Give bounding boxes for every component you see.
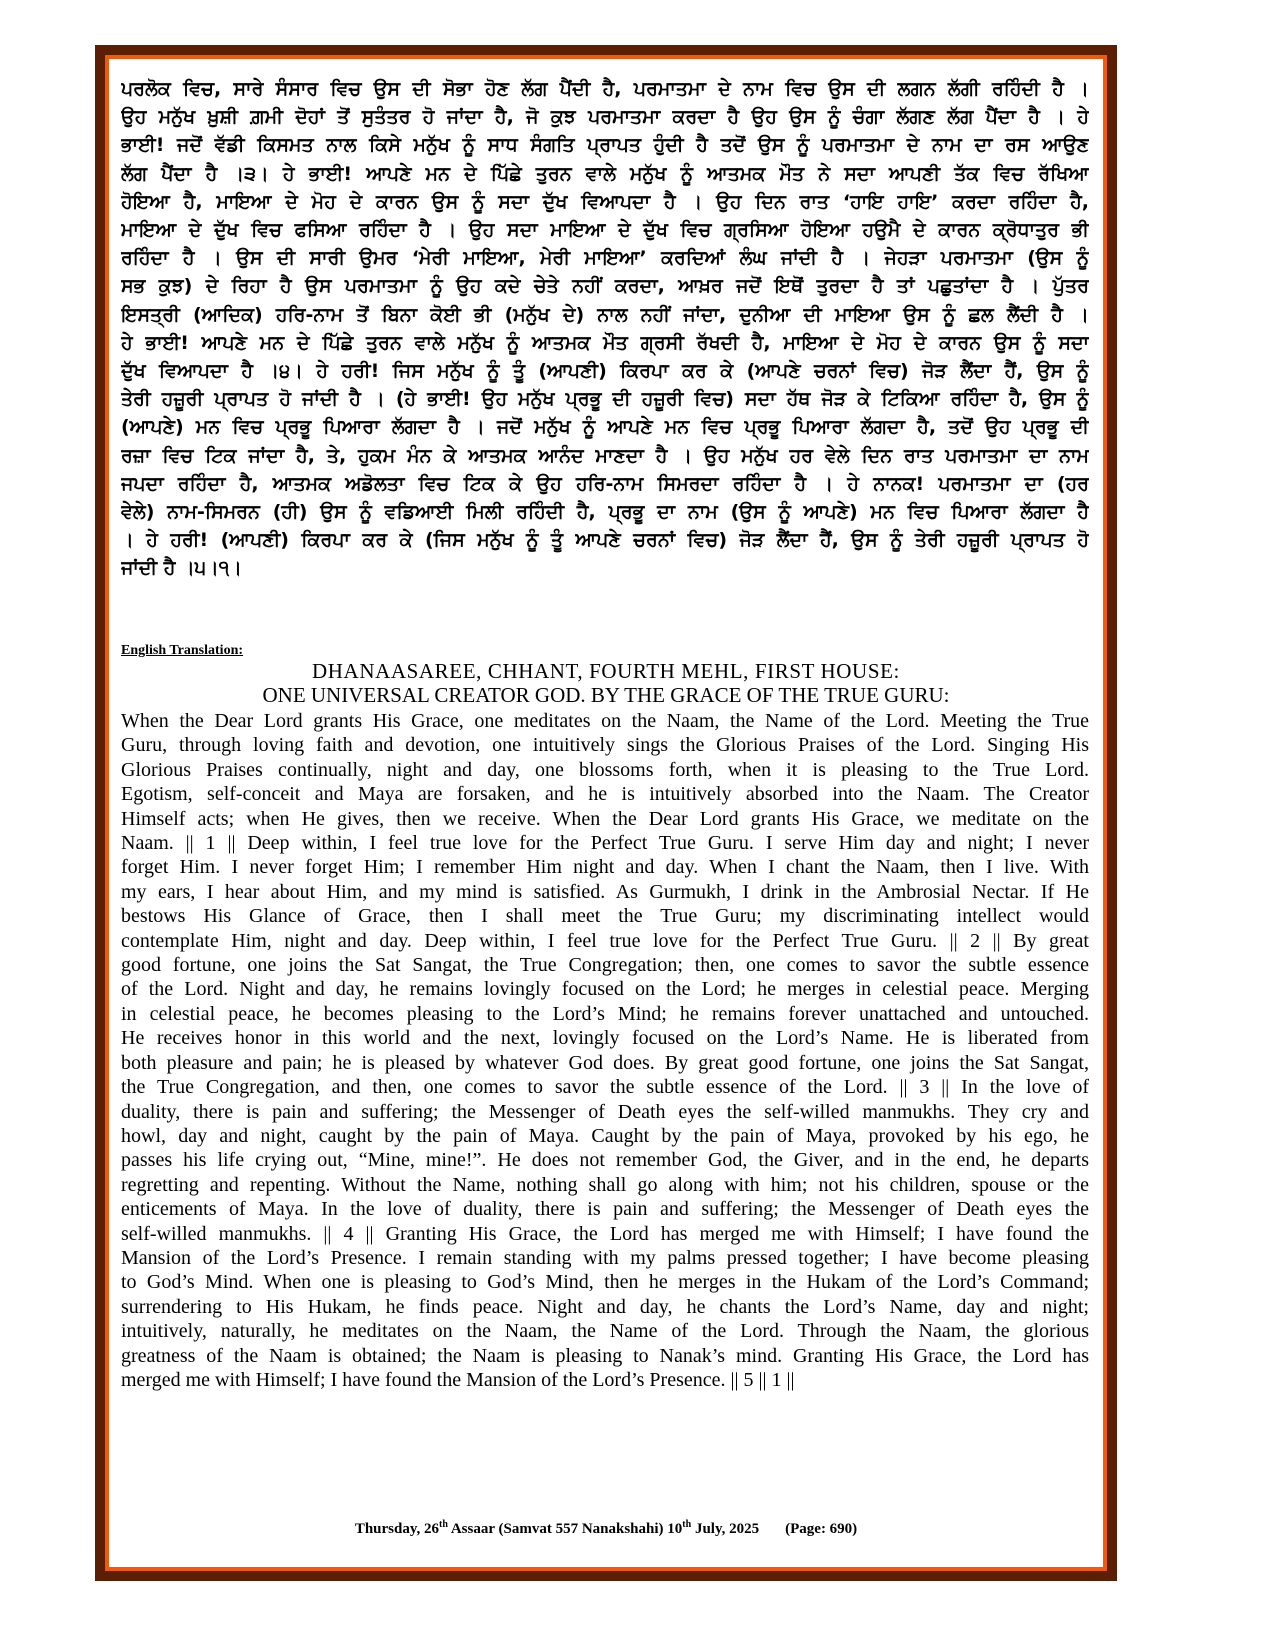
english-line: my ears, I hear about Him, and my mind is satisfied. As Gurmukh, I drink in the Ambrosial Nectar. If He — [121, 880, 1089, 903]
punjabi-line: ਮਾਇਆ ਦੇ ਦੁੱਖ ਵਿਚ ਫਸਿਆ ਰਹਿੰਦਾ ਹੈ । ਉਹ ਸਦਾ ਮਾਇਆ ਦੇ ਦੁੱਖ ਵਿਚ ਗ੍ਰਸਿਆ ਹੋਇਆ ਹਉਮੈ ਦੇ ਕਾਰਨ ਕ੍ਰੋਧਾਤੁਰ ਭੀ — [121, 219, 1089, 242]
punjabi-line: ਵੇਲੇ) ਨਾਮ-ਸਿਮਰਨ (ਹੀ) ਉਸ ਨੂੰ ਵਡਿਆਈ ਮਿਲੀ ਰਹਿੰਦੀ ਹੈ, ਪ੍ਰਭੂ ਦਾ ਨਾਮ (ਉਸ ਨੂੰ ਆਪਣੇ) ਮਨ ਵਿਚ ਪਿਆਰਾ ਲੱਗਦਾ ਹੈ — [121, 501, 1089, 524]
english-heading-invocation: ONE UNIVERSAL CREATOR GOD. BY THE GRACE OF THE TRUE GURU: — [262, 683, 950, 707]
punjabi-line: ਤੇਰੀ ਹਜ਼ੂਰੀ ਪ੍ਰਾਪਤ ਹੋ ਜਾਂਦੀ ਹੈ । (ਹੇ ਭਾਈ! ਉਹ ਮਨੁੱਖ ਪ੍ਰਭੂ ਦੀ ਹਜ਼ੂਰੀ ਵਿਚ) ਸਦਾ ਹੱਥ ਜੋੜ ਕੇ ਟਿਕਿਆ ਰਹਿੰਦਾ ਹੈ, ਉਸ ਨੂੰ — [121, 388, 1089, 411]
english-line: in celestial peace, he becomes pleasing to the Lord’s Mind; he remains forever unattached and untouched. — [121, 1002, 1089, 1025]
page-border-outer — [95, 45, 1117, 1581]
punjabi-line: ਸਭ ਕੁਝ) ਦੇ ਰਿਹਾ ਹੈ ਉਸ ਪਰਮਾਤਮਾ ਨੂੰ ਉਹ ਕਦੇ ਚੇਤੇ ਨਹੀਂ ਕਰਦਾ, ਆਖ਼ਰ ਜਦੋਂ ਇਥੋਂ ਤੁਰਦਾ ਹੈ ਤਾਂ ਪਛੁਤਾਂਦਾ ਹੈ । ਪੁੱਤਰ — [121, 275, 1089, 298]
punjabi-line: ਰਜ਼ਾ ਵਿਚ ਟਿਕ ਜਾਂਦਾ ਹੈ, ਤੇ, ਹੁਕਮ ਮੰਨ ਕੇ ਆਤਮਕ ਆਨੰਦ ਮਾਣਦਾ ਹੈ । ਉਹ ਮਨੁੱਖ ਹਰ ਵੇਲੇ ਦਿਨ ਰਾਤ ਪਰਮਾਤਮਾ ਦਾ ਨਾਮ — [121, 444, 1089, 467]
english-line: enticements of Maya. In the love of duality, there is pain and suffering; the Messenger of Death eyes the — [121, 1198, 1089, 1221]
footer-weekday-date: Thursday, 26 — [354, 1521, 440, 1537]
footer-nanakshahi: Assaar (Samvat 557 Nanakshahi) 10 — [447, 1521, 683, 1537]
english-line: merged me with Himself; I have found the Mansion of the Lord’s Presence. || 5 || 1 || — [121, 1368, 795, 1391]
punjabi-commentary — [121, 75, 1089, 583]
english-heading-raag: DHANAASAREE, CHHANT, FOURTH MEHL, FIRST HOUSE: — [312, 659, 900, 683]
punjabi-line: ਜਾਂਦੀ ਹੈ ।੫।੧। — [121, 557, 242, 580]
punjabi-line: ਰਹਿੰਦਾ ਹੈ । ਉਸ ਦੀ ਸਾਰੀ ਉਮਰ ‘ਮੇਰੀ ਮਾਇਆ, ਮੇਰੀ ਮਾਇਆ’ ਕਰਦਿਆਂ ਲੰਘ ਜਾਂਦੀ ਹੈ । ਜੇਹੜਾ ਪਰਮਾਤਮਾ (ਉਸ ਨੂੰ — [121, 247, 1089, 270]
english-line: regretting and repenting. Without the Name, nothing shall go along with him; not his children, spouse or the — [121, 1173, 1089, 1196]
english-line: good fortune, one joins the Sat Sangat, the True Congregation; then, one comes to savor the subtle essence — [121, 954, 1089, 977]
english-line: the True Congregation, and then, one comes to savor the subtle essence of the Lord. || 3 || In the love of — [121, 1076, 1089, 1099]
punjabi-line: ਦੁੱਖ ਵਿਆਪਦਾ ਹੈ ।੪। ਹੇ ਹਰੀ! ਜਿਸ ਮਨੁੱਖ ਨੂੰ ਤੂੰ (ਆਪਣੀ) ਕਿਰਪਾ ਕਰ ਕੇ (ਆਪਣੇ ਚਰਨਾਂ ਵਿਚ) ਜੋੜ ਲੈਂਦਾ ਹੈਂ, ਉਸ ਨੂੰ — [121, 360, 1089, 383]
english-line: surrendering to His Hukam, he finds peace. Night and day, he chants the Lord’s Name, day and night; — [121, 1295, 1089, 1318]
punjabi-line: (ਆਪਣੇ) ਮਨ ਵਿਚ ਪ੍ਰਭੂ ਪਿਆਰਾ ਲੱਗਦਾ ਹੈ । ਜਦੋਂ ਮਨੁੱਖ ਨੂੰ ਆਪਣੇ ਮਨ ਵਿਚ ਪ੍ਰਭੂ ਪਿਆਰਾ ਲੱਗਦਾ ਹੈ, ਤਦੋਂ ਉਹ ਪ੍ਰਭੂ ਦੀ — [121, 416, 1089, 439]
punjabi-line: ਇਸਤ੍ਰੀ (ਆਦਿਕ) ਹਰਿ-ਨਾਮ ਤੋਂ ਬਿਨਾ ਕੋਈ ਭੀ (ਮਨੁੱਖ ਦੇ) ਨਾਲ ਨਹੀਂ ਜਾਂਦਾ, ਦੁਨੀਆ ਦੀ ਮਾਇਆ ਉਸ ਨੂੰ ਛਲ ਲੈਂਦੀ ਹੈ । — [121, 303, 1089, 326]
english-line: howl, day and night, caught by the pain of Maya. Caught by the pain of Maya, provoked by his ego, he — [121, 1124, 1089, 1147]
footer-ordinal: th — [439, 1519, 448, 1530]
english-translation — [121, 709, 1089, 1392]
footer-gregorian: July, 2025 — [691, 1521, 760, 1537]
punjabi-line: ਜਪਦਾ ਰਹਿੰਦਾ ਹੈ, ਆਤਮਕ ਅਡੋਲਤਾ ਵਿਚ ਟਿਕ ਕੇ ਉਹ ਹਰਿ-ਨਾਮ ਸਿਮਰਦਾ ਰਹਿੰਦਾ ਹੈ । ਹੇ ਨਾਨਕ! ਪਰਮਾਤਮਾ ਦਾ (ਹਰ — [121, 472, 1089, 495]
english-line: forget Him. I never forget Him; I remember Him night and day. When I chant the Naam, then I live. With — [121, 856, 1089, 879]
footer-page-number: (Page: 690) — [785, 1521, 858, 1537]
page-content — [109, 59, 1103, 1567]
english-line: intuitively, naturally, he meditates on the Naam, the Name of the Lord. Through the Naam, the glorious — [121, 1320, 1089, 1343]
english-line: both pleasure and pain; he is pleased by whatever God does. By great good fortune, one joins the Sat Sangat, — [121, 1051, 1089, 1074]
english-line: Guru, through loving faith and devotion, one intuitively sings the Glorious Praises of the Lord. Singing His — [121, 734, 1089, 757]
english-line: greatness of the Naam is obtained; the Naam is pleasing to Nanak’s mind. Granting His Grace, the Lord has — [121, 1344, 1089, 1367]
english-line: passes his life crying out, “Mine, mine!”. He does not remember God, the Giver, and in the end, he departs — [121, 1149, 1089, 1172]
page-footer-date — [109, 1519, 1103, 1538]
footer-ordinal: th — [682, 1519, 692, 1530]
english-line: contemplate Him, night and day. Deep within, I feel true love for the Perfect True Guru. || 2 || By great — [121, 929, 1089, 952]
english-translation-label: English Translation: — [121, 643, 244, 658]
punjabi-line: ਪਰਲੋਕ ਵਿਚ, ਸਾਰੇ ਸੰਸਾਰ ਵਿਚ ਉਸ ਦੀ ਸੋਭਾ ਹੋਣ ਲੱਗ ਪੈਂਦੀ ਹੈ, ਪਰਮਾਤਮਾ ਦੇ ਨਾਮ ਵਿਚ ਉਸ ਦੀ ਲਗਨ ਲੱਗੀ ਰਹਿੰਦੀ ਹੈ । — [121, 78, 1089, 100]
english-line: When the Dear Lord grants His Grace, one meditates on the Naam, the Name of the Lord. Meeting the True — [121, 710, 1089, 732]
english-line: duality, there is pain and suffering; the Messenger of Death eyes the self-willed manmukhs. They cry and — [121, 1100, 1089, 1123]
english-line: Himself acts; when He gives, then we receive. When the Dear Lord grants His Grace, we meditate on the — [121, 807, 1089, 830]
punjabi-line: ਹੋਇਆ ਹੈ, ਮਾਇਆ ਦੇ ਮੋਹ ਦੇ ਕਾਰਨ ਉਸ ਨੂੰ ਸਦਾ ਦੁੱਖ ਵਿਆਪਦਾ ਹੈ । ਉਹ ਦਿਨ ਰਾਤ ‘ਹਾਇ ਹਾਇ’ ਕਰਦਾ ਰਹਿੰਦਾ ਹੈ, — [121, 190, 1089, 213]
english-line: Naam. || 1 || Deep within, I feel true love for the Perfect True Guru. I serve Him day and night; I never — [121, 832, 1089, 855]
punjabi-line: ਹੇ ਭਾਈ! ਆਪਣੇ ਮਨ ਦੇ ਪਿੱਛੇ ਤੁਰਨ ਵਾਲੇ ਮਨੁੱਖ ਨੂੰ ਆਤਮਕ ਮੌਤ ਗ੍ਰਸੀ ਰੱਖਦੀ ਹੈ, ਮਾਇਆ ਦੇ ਮੋਹ ਦੇ ਕਾਰਨ ਉਸ ਨੂੰ ਸਦਾ — [121, 331, 1089, 354]
punjabi-line: । ਹੇ ਹਰੀ! (ਆਪਣੀ) ਕਿਰਪਾ ਕਰ ਕੇ (ਜਿਸ ਮਨੁੱਖ ਨੂੰ ਤੂੰ ਆਪਣੇ ਚਰਨਾਂ ਵਿਚ) ਜੋੜ ਲੈਂਦਾ ਹੈਂ, ਉਸ ਨੂੰ ਤੇਰੀ ਹਜ਼ੂਰੀ ਪ੍ਰਾਪਤ ਹੋ — [121, 529, 1089, 552]
english-line: to God’s Mind. When one is pleasing to God’s Mind, then he merges in the Hukam of the Lord’s Command; — [121, 1271, 1089, 1294]
english-line: of the Lord. Night and day, he remains lovingly focused on the Lord; he merges in celestial peace. Merging — [121, 978, 1089, 1001]
punjabi-line: ਲੱਗ ਪੈਂਦਾ ਹੈ ।੩। ਹੇ ਭਾਈ! ਆਪਣੇ ਮਨ ਦੇ ਪਿੱਛੇ ਤੁਰਨ ਵਾਲੇ ਮਨੁੱਖ ਨੂੰ ਆਤਮਕ ਮੌਤ ਨੇ ਸਦਾ ਆਪਣੀ ਤੱਕ ਵਿਚ ਰੱਖਿਆ — [121, 162, 1089, 185]
punjabi-line: ਉਹ ਮਨੁੱਖ ਖ਼ੁਸ਼ੀ ਗ਼ਮੀ ਦੋਹਾਂ ਤੋਂ ਸੁਤੰਤਰ ਹੋ ਜਾਂਦਾ ਹੈ, ਜੋ ਕੁਝ ਪਰਮਾਤਮਾ ਕਰਦਾ ਹੈ ਉਹ ਉਸ ਨੂੰ ਚੰਗਾ ਲੱਗਣ ਲੱਗ ਪੈਂਦਾ ਹੈ । ਹੇ — [121, 106, 1089, 129]
english-line: Glorious Praises continually, night and day, one blossoms forth, when it is pleasing to the True Lord. — [121, 758, 1089, 781]
english-line: He receives honor in this world and the next, lovingly focused on the Lord’s Name. He is liberated from — [121, 1027, 1089, 1050]
english-line: bestows His Glance of Grace, then I shall meet the True Guru; my discriminating intellect would — [121, 905, 1089, 928]
punjabi-line: ਭਾਈ! ਜਦੋਂ ਵੱਡੀ ਕਿਸਮਤ ਨਾਲ ਕਿਸੇ ਮਨੁੱਖ ਨੂੰ ਸਾਧ ਸੰਗਤਿ ਪ੍ਰਾਪਤ ਹੁੰਦੀ ਹੈ ਤਦੋਂ ਉਸ ਨੂੰ ਪਰਮਾਤਮਾ ਦੇ ਨਾਮ ਦਾ ਰਸ ਆਉਣ — [121, 134, 1089, 157]
english-line: Egotism, self-conceit and Maya are forsaken, and he is intuitively absorbed into the Naam. The Creator — [121, 783, 1089, 806]
english-line: self-willed manmukhs. || 4 || Granting His Grace, the Lord has merged me with Himself; I have found the — [121, 1222, 1089, 1245]
page-border-inner — [105, 55, 1107, 1571]
english-line: Mansion of the Lord’s Presence. I remain standing with my palms pressed together; I have become pleasing — [121, 1246, 1089, 1269]
